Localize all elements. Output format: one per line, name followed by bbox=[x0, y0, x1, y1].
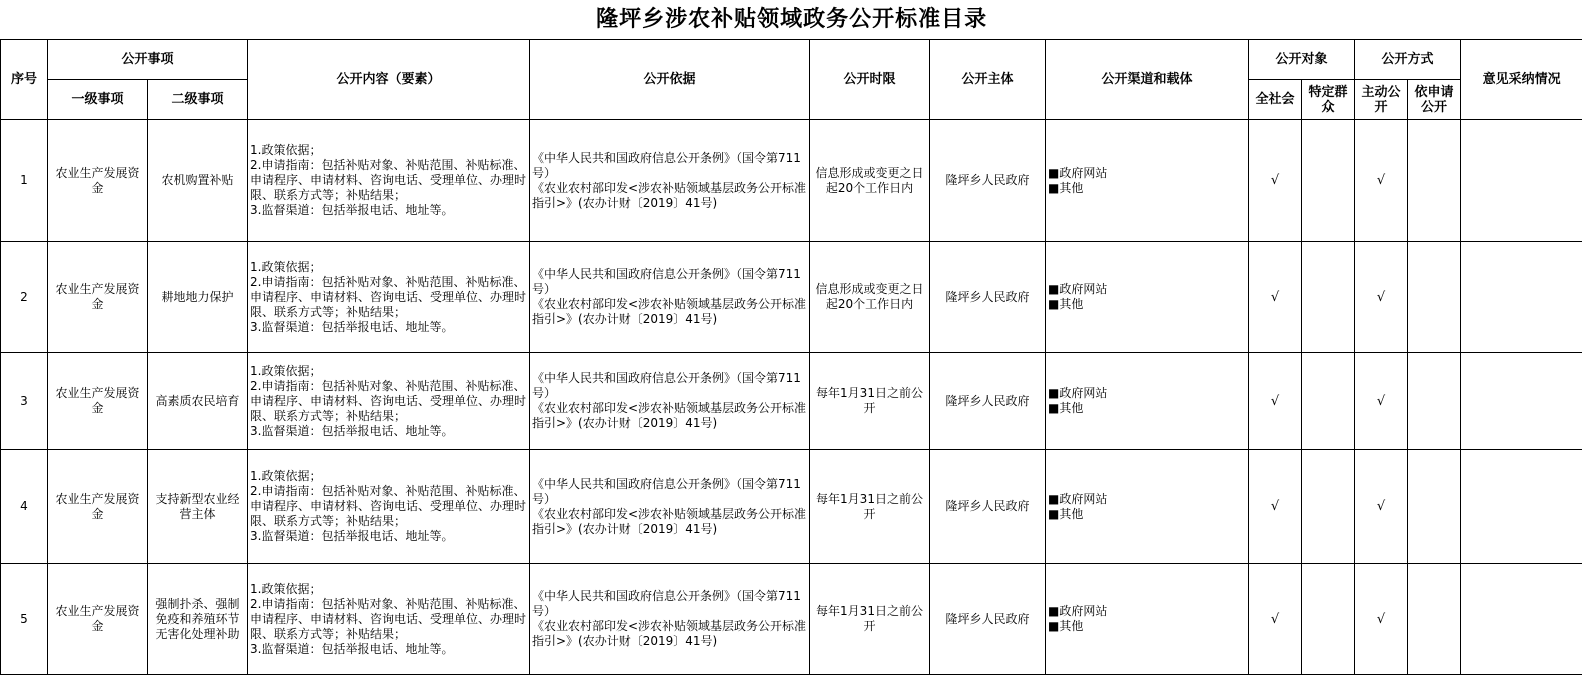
cell-time-limit: 每年1月31日之前公开 bbox=[810, 564, 930, 675]
cell-subject: 隆坪乡人民政府 bbox=[930, 242, 1046, 353]
cell-active: √ bbox=[1355, 120, 1408, 242]
cell-channel: ■政府网站 ■其他 bbox=[1046, 564, 1249, 675]
cell-content: 1.政策依据； 2.申请指南：包括补贴对象、补贴范围、补贴标准、申请程序、申请材料、咨询电话、受理单位、办理时限、联系方式等；补贴结果； 3.监督渠道：包括举报电话、地址等。 bbox=[248, 120, 530, 242]
cell-all-society: √ bbox=[1249, 353, 1302, 450]
cell-seq: 3 bbox=[1, 353, 48, 450]
cell-content: 1.政策依据； 2.申请指南：包括补贴对象、补贴范围、补贴标准、申请程序、申请材料、咨询电话、受理单位、办理时限、联系方式等；补贴结果； 3.监督渠道：包括举报电话、地址等。 bbox=[248, 450, 530, 564]
cell-on-request bbox=[1408, 242, 1461, 353]
cell-level1: 农业生产发展资金 bbox=[48, 242, 148, 353]
cell-seq: 2 bbox=[1, 242, 48, 353]
cell-specific-group bbox=[1302, 564, 1355, 675]
header-level1: 一级事项 bbox=[48, 80, 148, 120]
cell-on-request bbox=[1408, 120, 1461, 242]
cell-specific-group bbox=[1302, 353, 1355, 450]
cell-time-limit: 每年1月31日之前公开 bbox=[810, 450, 930, 564]
table-row bbox=[1, 564, 1582, 675]
cell-level2: 农机购置补贴 bbox=[148, 120, 248, 242]
table-row bbox=[1, 120, 1582, 242]
cell-basis: 《中华人民共和国政府信息公开条例》（国令第711号） 《农业农村部印发<涉农补贴领域基层政务公开标准指引>》(农办计财〔2019〕41号) bbox=[530, 120, 810, 242]
cell-all-society: √ bbox=[1249, 450, 1302, 564]
table-row bbox=[1, 242, 1582, 353]
cell-level2: 耕地地力保护 bbox=[148, 242, 248, 353]
cell-active: √ bbox=[1355, 450, 1408, 564]
cell-specific-group bbox=[1302, 242, 1355, 353]
cell-content: 1.政策依据； 2.申请指南：包括补贴对象、补贴范围、补贴标准、申请程序、申请材料、咨询电话、受理单位、办理时限、联系方式等；补贴结果； 3.监督渠道：包括举报电话、地址等。 bbox=[248, 564, 530, 675]
header-matter-group: 公开事项 bbox=[48, 40, 248, 80]
cell-all-society: √ bbox=[1249, 120, 1302, 242]
cell-basis: 《中华人民共和国政府信息公开条例》（国令第711号） 《农业农村部印发<涉农补贴领域基层政务公开标准指引>》(农办计财〔2019〕41号) bbox=[530, 450, 810, 564]
cell-active: √ bbox=[1355, 353, 1408, 450]
cell-active: √ bbox=[1355, 564, 1408, 675]
cell-feedback bbox=[1461, 120, 1582, 242]
header-basis: 公开依据 bbox=[530, 40, 810, 120]
cell-channel: ■政府网站 ■其他 bbox=[1046, 450, 1249, 564]
table-row bbox=[1, 353, 1582, 450]
cell-time-limit: 每年1月31日之前公开 bbox=[810, 353, 930, 450]
header-active: 主动公开 bbox=[1355, 80, 1408, 120]
cell-level1: 农业生产发展资金 bbox=[48, 353, 148, 450]
cell-on-request bbox=[1408, 564, 1461, 675]
cell-all-society: √ bbox=[1249, 564, 1302, 675]
cell-active: √ bbox=[1355, 242, 1408, 353]
header-method-group: 公开方式 bbox=[1355, 40, 1461, 80]
cell-on-request bbox=[1408, 353, 1461, 450]
cell-basis: 《中华人民共和国政府信息公开条例》（国令第711号） 《农业农村部印发<涉农补贴领域基层政务公开标准指引>》(农办计财〔2019〕41号) bbox=[530, 242, 810, 353]
cell-subject: 隆坪乡人民政府 bbox=[930, 353, 1046, 450]
header-on-request: 依申请公开 bbox=[1408, 80, 1461, 120]
cell-on-request bbox=[1408, 450, 1461, 564]
cell-level1: 农业生产发展资金 bbox=[48, 120, 148, 242]
header-channel: 公开渠道和载体 bbox=[1046, 40, 1249, 120]
header-content: 公开内容（要素） bbox=[248, 40, 530, 120]
cell-seq: 5 bbox=[1, 564, 48, 675]
cell-specific-group bbox=[1302, 120, 1355, 242]
cell-time-limit: 信息形成或变更之日起20个工作日内 bbox=[810, 242, 930, 353]
page-title: 隆坪乡涉农补贴领域政务公开标准目录 bbox=[1, 0, 1582, 40]
cell-feedback bbox=[1461, 450, 1582, 564]
header-time-limit: 公开时限 bbox=[810, 40, 930, 120]
cell-seq: 4 bbox=[1, 450, 48, 564]
cell-content: 1.政策依据； 2.申请指南：包括补贴对象、补贴范围、补贴标准、申请程序、申请材料、咨询电话、受理单位、办理时限、联系方式等；补贴结果； 3.监督渠道：包括举报电话、地址等。 bbox=[248, 353, 530, 450]
cell-level1: 农业生产发展资金 bbox=[48, 564, 148, 675]
cell-time-limit: 信息形成或变更之日起20个工作日内 bbox=[810, 120, 930, 242]
table-row bbox=[1, 450, 1582, 564]
cell-subject: 隆坪乡人民政府 bbox=[930, 120, 1046, 242]
header-subject: 公开主体 bbox=[930, 40, 1046, 120]
header-feedback: 意见采纳情况 bbox=[1461, 40, 1582, 120]
cell-level2: 强制扑杀、强制免疫和养殖环节无害化处理补助 bbox=[148, 564, 248, 675]
cell-feedback bbox=[1461, 353, 1582, 450]
cell-feedback bbox=[1461, 242, 1582, 353]
header-level2: 二级事项 bbox=[148, 80, 248, 120]
cell-subject: 隆坪乡人民政府 bbox=[930, 450, 1046, 564]
cell-subject: 隆坪乡人民政府 bbox=[930, 564, 1046, 675]
cell-content: 1.政策依据； 2.申请指南：包括补贴对象、补贴范围、补贴标准、申请程序、申请材料、咨询电话、受理单位、办理时限、联系方式等；补贴结果； 3.监督渠道：包括举报电话、地址等。 bbox=[248, 242, 530, 353]
cell-specific-group bbox=[1302, 450, 1355, 564]
cell-level2: 支持新型农业经营主体 bbox=[148, 450, 248, 564]
cell-basis: 《中华人民共和国政府信息公开条例》（国令第711号） 《农业农村部印发<涉农补贴领域基层政务公开标准指引>》(农办计财〔2019〕41号) bbox=[530, 353, 810, 450]
cell-channel: ■政府网站 ■其他 bbox=[1046, 120, 1249, 242]
cell-channel: ■政府网站 ■其他 bbox=[1046, 242, 1249, 353]
cell-feedback bbox=[1461, 564, 1582, 675]
cell-seq: 1 bbox=[1, 120, 48, 242]
cell-channel: ■政府网站 ■其他 bbox=[1046, 353, 1249, 450]
header-all-society: 全社会 bbox=[1249, 80, 1302, 120]
header-specific-group: 特定群众 bbox=[1302, 80, 1355, 120]
header-seq: 序号 bbox=[1, 40, 48, 120]
header-audience-group: 公开对象 bbox=[1249, 40, 1355, 80]
cell-basis: 《中华人民共和国政府信息公开条例》（国令第711号） 《农业农村部印发<涉农补贴领域基层政务公开标准指引>》(农办计财〔2019〕41号) bbox=[530, 564, 810, 675]
cell-all-society: √ bbox=[1249, 242, 1302, 353]
cell-level2: 高素质农民培育 bbox=[148, 353, 248, 450]
cell-level1: 农业生产发展资金 bbox=[48, 450, 148, 564]
